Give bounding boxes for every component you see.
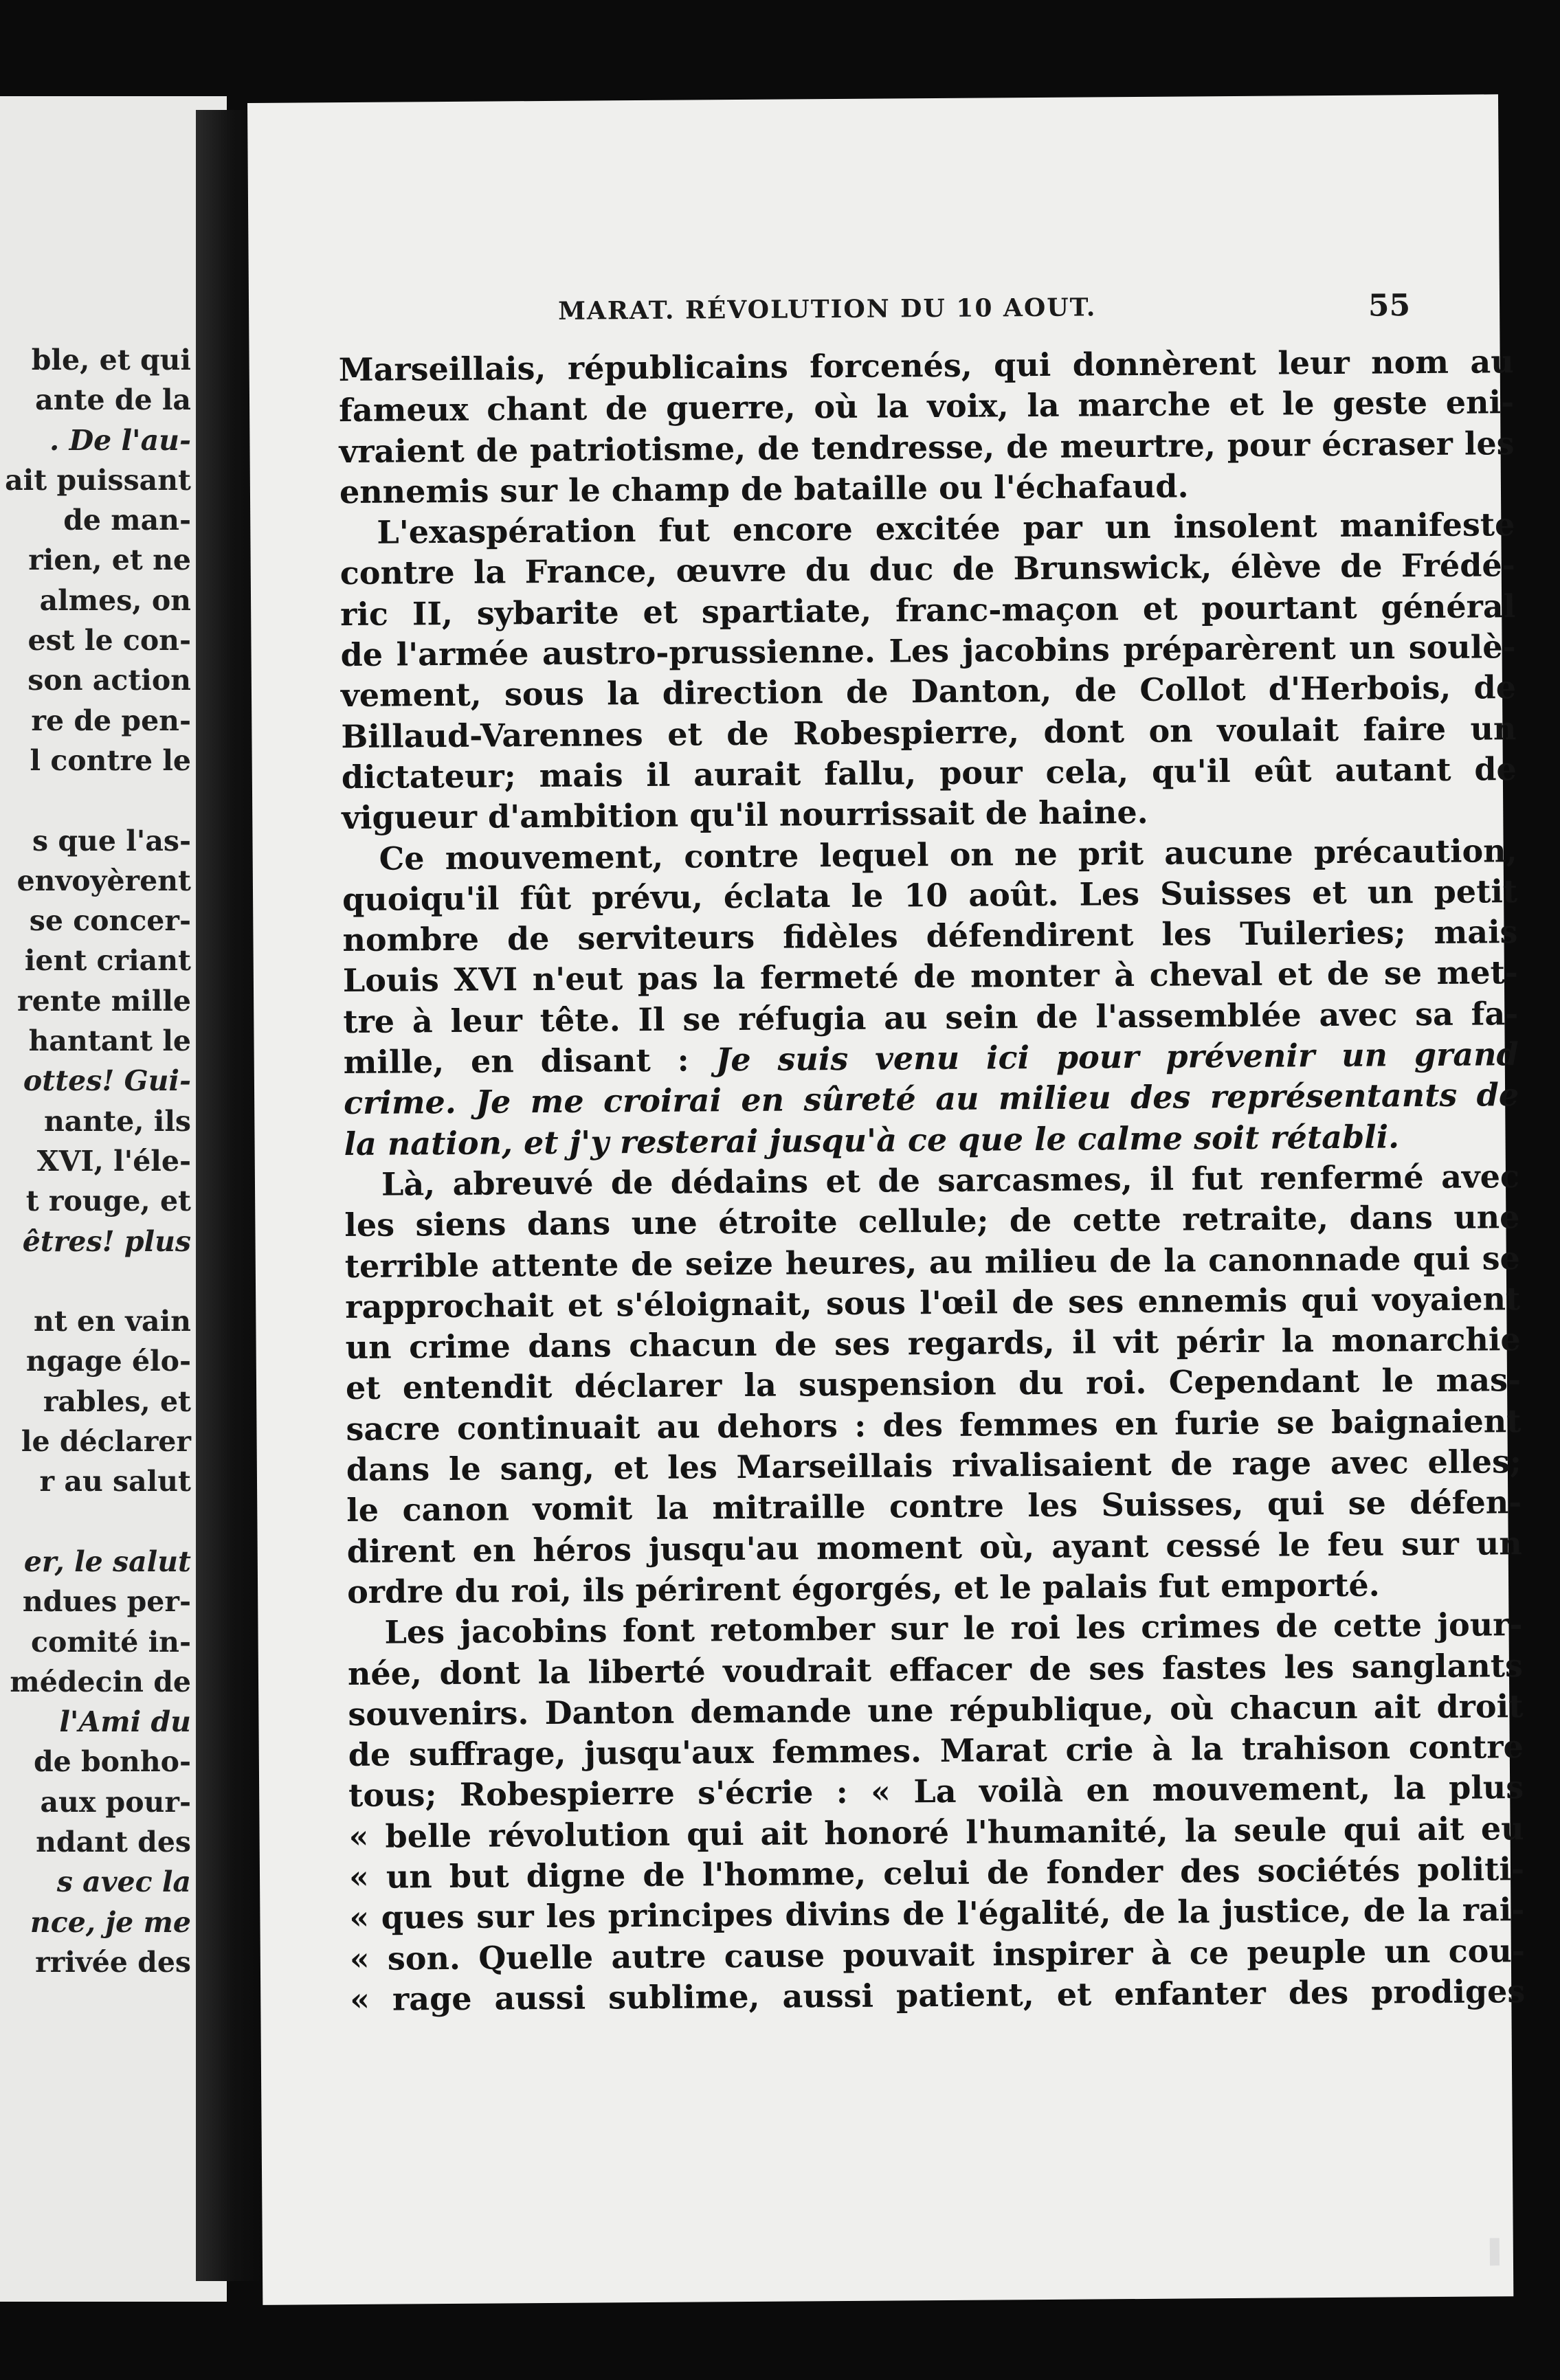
scan-mark bbox=[1490, 2238, 1500, 2265]
running-head: MARAT. RÉVOLUTION DU 10 AOUT. bbox=[557, 293, 1097, 326]
text-line: nombre de serviteurs fidèles défendirent les Tuileries; mais bbox=[342, 913, 1518, 959]
text-line: dirent en héros jusqu'au moment où, ayant cessé le feu sur un bbox=[346, 1524, 1522, 1570]
text-line: ric II, sybarite et spartiate, franc-maçon et pourtant général bbox=[340, 587, 1516, 633]
page-number: 55 bbox=[1368, 288, 1411, 324]
facing-page-line: êtres! plus bbox=[22, 1224, 191, 1258]
facing-page-line: rrivée des bbox=[35, 1945, 191, 1979]
facing-page-line: nce, je me bbox=[30, 1905, 191, 1939]
text-line: Marseillais, républicains forcenés, qui donnèrent leur nom au bbox=[338, 343, 1514, 389]
facing-page-line bbox=[0, 1502, 191, 1542]
text-line: Les jacobins font retomber sur le roi les crimes de cette jour- bbox=[384, 1606, 1523, 1651]
text-line: vement, sous la direction de Danton, de Collot d'Herbois, de bbox=[340, 669, 1517, 715]
facing-page-line: ottes! Gui- bbox=[23, 1064, 191, 1098]
facing-page-line: rente mille bbox=[17, 984, 191, 1018]
facing-page-line: le déclarer bbox=[21, 1425, 191, 1459]
facing-page-line: re de pen- bbox=[31, 704, 191, 737]
facing-page-line: ndant des bbox=[36, 1825, 191, 1859]
facing-page-line: r au salut bbox=[39, 1465, 191, 1498]
text-line: tous; Robespierre s'écrie : « La voilà en mouvement, la plus bbox=[348, 1769, 1524, 1815]
facing-page-line: nante, ils bbox=[44, 1104, 191, 1138]
facing-page-line: de man- bbox=[63, 504, 191, 537]
text-line: née, dont la liberté voudrait effacer de ses fastes les sanglants bbox=[347, 1646, 1524, 1692]
text-line: les siens dans une étroite cellule; de cette retraite, dans une bbox=[344, 1198, 1520, 1244]
text-line: L'exaspération fut encore excitée par un insolent manifeste bbox=[377, 506, 1515, 551]
facing-page-line: hantant le bbox=[28, 1024, 191, 1058]
quote-start: Je suis venu ici pour prévenir un grand bbox=[715, 1035, 1519, 1079]
text-line: Là, abreuvé de dédains et de sarcasmes, il fut renfermé avec bbox=[381, 1158, 1520, 1203]
quote-text: crime. Je me croirai en sûreté au milieu des représentants de bbox=[343, 1076, 1519, 1122]
text-line: dans le sang, et les Marseillais rivalisaient de rage avec elles; bbox=[346, 1443, 1522, 1489]
text-line: ennemis sur le champ de bataille ou l'échafaud. bbox=[339, 467, 1189, 510]
text-line: de suffrage, jusqu'aux femmes. Marat crie à la trahison contre bbox=[348, 1728, 1524, 1774]
text-line: ordre du roi, ils périrent égorgés, et le palais fut emporté. bbox=[346, 1566, 1380, 1610]
text-line: vraient de patriotisme, de tendresse, de meurtre, pour écraser les bbox=[339, 424, 1515, 470]
text-line: sacre continuait au dehors : des femmes en furie se baignaient bbox=[346, 1402, 1522, 1448]
text-line: et entendit déclarer la suspension du roi. Cependant le mas- bbox=[345, 1361, 1522, 1407]
text-line: de l'armée austro-prussienne. Les jacobins préparèrent un soulè- bbox=[340, 628, 1516, 674]
text-line: Ce mouvement, contre lequel on ne prit aucune précaution, bbox=[379, 831, 1517, 877]
facing-page-line bbox=[0, 781, 191, 820]
facing-page-line: ndues per- bbox=[22, 1585, 191, 1619]
text-line: tre à leur tête. Il se réfugia au sein de l'assemblée avec sa fa- bbox=[343, 994, 1519, 1040]
facing-page-line: ble, et qui bbox=[31, 344, 191, 377]
facing-page-line: ante de la bbox=[35, 383, 191, 417]
text-line: « rage aussi sublime, aussi patient, et enfanter des prodiges bbox=[350, 1972, 1526, 2018]
text-line: contre la France, œuvre du duc de Brunswick, élève de Frédé- bbox=[339, 546, 1515, 592]
facing-page-line: nt en vain bbox=[34, 1305, 191, 1338]
text-line: souvenirs. Danton demande une république, où chacun ait droit bbox=[348, 1687, 1524, 1733]
facing-page-line: ait puissant bbox=[5, 463, 191, 497]
facing-page-line: s avec la bbox=[56, 1865, 191, 1899]
text-line: le canon vomit la mitraille contre les Suisses, qui se défen- bbox=[346, 1483, 1522, 1529]
text-line: « un but digne de l'homme, celui de fonder des sociétés politi- bbox=[348, 1850, 1525, 1896]
facing-page-line: de bonho- bbox=[33, 1745, 191, 1779]
facing-page-line: XVI, l'éle- bbox=[36, 1144, 191, 1178]
facing-page-line: envoyèrent bbox=[16, 864, 191, 897]
facing-page bbox=[0, 96, 227, 2302]
facing-page-line: ient criant bbox=[24, 944, 191, 978]
text-line: dictateur; mais il aurait fallu, pour cela, qu'il eût autant de bbox=[341, 750, 1517, 796]
facing-page-text bbox=[0, 340, 191, 1982]
facing-page-line: son action bbox=[27, 664, 191, 697]
facing-page-line: rien, et ne bbox=[28, 543, 191, 577]
facing-page-line: almes, on bbox=[39, 583, 191, 617]
facing-page-line: t rouge, et bbox=[25, 1185, 191, 1218]
text-line: terrible attente de seize heures, au milieu de la canonnade qui se bbox=[344, 1239, 1520, 1285]
facing-page-line: se concer- bbox=[29, 904, 191, 938]
text-line: « son. Quelle autre cause pouvait inspirer à ce peuple un cou- bbox=[349, 1931, 1526, 1977]
facing-page-line: ngage élo- bbox=[25, 1345, 191, 1378]
text-line: « belle révolution qui ait honoré l'humanité, la seule qui ait eu bbox=[348, 1809, 1524, 1855]
book-page bbox=[247, 94, 1526, 2305]
facing-page-line: s que l'as- bbox=[32, 824, 191, 857]
text-line-start: mille, en disant : bbox=[343, 1041, 716, 1081]
text-line: Billaud-Varennes et de Robespierre, dont on voulait faire un bbox=[341, 709, 1517, 755]
text-line: « ques sur les principes divins de l'égalité, de la justice, de la rai- bbox=[349, 1891, 1525, 1937]
text-line: quoiqu'il fût prévu, éclata le 10 août. Les Suisses et un petit bbox=[342, 872, 1518, 918]
text-line: Louis XVI n'eut pas la fermeté de monter à cheval et de se met- bbox=[342, 954, 1519, 1000]
facing-page-line: comité in- bbox=[31, 1625, 191, 1659]
text-line: fameux chant de guerre, où la voix, la marche et le geste eni- bbox=[338, 383, 1515, 429]
body-text bbox=[339, 341, 1526, 2020]
text-line: vigueur d'ambition qu'il nourrissait de haine. bbox=[342, 794, 1148, 837]
facing-page-line: médecin de bbox=[10, 1665, 191, 1698]
facing-page-line bbox=[0, 1261, 191, 1301]
facing-page-line: aux pour- bbox=[40, 1785, 191, 1819]
facing-page-line: l'Ami du bbox=[59, 1705, 191, 1739]
facing-page-line: rables, et bbox=[43, 1384, 191, 1418]
text-line: un crime dans chacun de ses regards, il vit périr la monarchie bbox=[345, 1321, 1521, 1367]
facing-page-line: . De l'au- bbox=[49, 423, 191, 457]
text-line: rapprochait et s'éloignait, sous l'œil de ses ennemis qui voyaient bbox=[345, 1279, 1521, 1325]
facing-page-line: est le con- bbox=[27, 624, 191, 658]
quote-text: la nation, et j'y resterai jusqu'à ce que le calme soit rétabli. bbox=[344, 1117, 1400, 1163]
facing-page-line: l contre le bbox=[30, 743, 191, 777]
page-header bbox=[249, 290, 1500, 340]
facing-page-line: er, le salut bbox=[23, 1545, 191, 1578]
